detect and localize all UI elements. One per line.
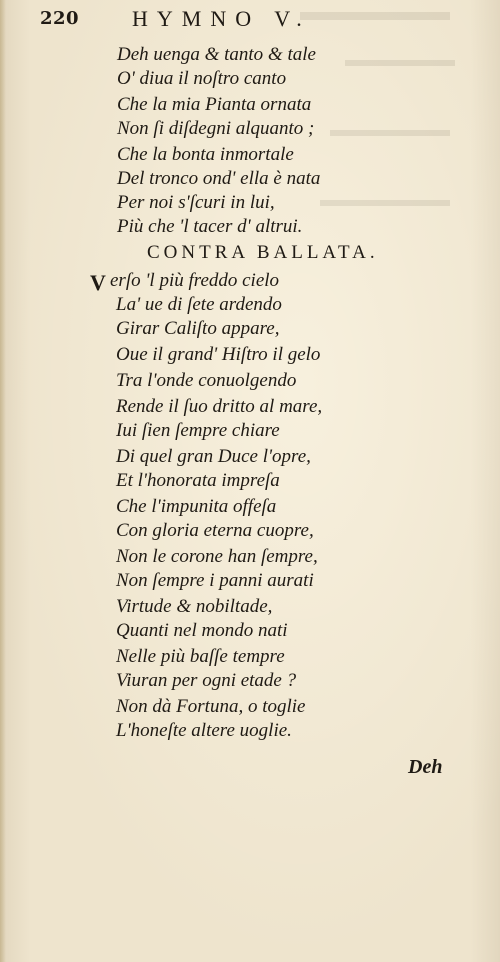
verse-line: Non dà Fortuna, o toglie [116,696,306,717]
verse-line: Viuran per ogni etade ? [116,670,297,691]
verse-line: Non le corone han ſempre, [116,546,318,567]
section-heading: CONTRA BALLATA. [147,242,379,263]
verse-line: Non ſempre i panni aurati [116,570,314,591]
verse-line: Più che 'l tacer d' altrui. [117,216,303,237]
catchword: Deh [408,756,443,778]
verse-line: Deh uenga & tanto & tale [117,44,316,65]
verse-line: Che l'impunita offeſa [116,496,277,517]
verse-line: Girar Caliſto appare, [116,318,280,339]
verse-line: Del tronco ond' ella è nata [117,168,321,189]
verse-line: Rende il ſuo dritto al mare, [116,396,323,417]
verse-line: Quanti nel mondo nati [116,620,288,641]
verse-line: Che la mia Pianta ornata [117,94,312,115]
page-number: 220 [40,8,80,29]
verse-line: O' diua il noſtro canto [117,68,287,89]
verse-line: Nelle più baſſe tempre [116,646,285,667]
verse-line: Per noi s'ſcuri in lui, [117,192,275,213]
drop-initial: V [90,270,106,295]
verse-line: Iui ſien ſempre chiare [116,420,280,441]
verse-line: Di quel gran Duce l'opre, [116,446,311,467]
verse-line: Che la bonta inmortale [117,144,294,165]
verse-line: Virtude & nobiltade, [116,596,273,617]
page-header [0,6,500,34]
verse-line: L'honeſte altere uoglie. [116,720,292,741]
page-gutter-shadow [0,0,6,962]
verse-line: Oue il grand' Hiſtro il gelo [116,344,321,365]
verse-line: Con gloria eterna cuopre, [116,520,314,541]
running-head: HYMNO V. [132,6,311,31]
verse-line: Tra l'onde conuolgendo [116,370,297,391]
verse-line: Non ſi diſdegni alquanto ; [117,118,315,139]
verse-line: La' ue di ſete ardendo [116,294,282,315]
verse-line: erſo 'l più freddo cielo [110,270,280,291]
verse-line: Et l'honorata impreſa [116,470,280,491]
